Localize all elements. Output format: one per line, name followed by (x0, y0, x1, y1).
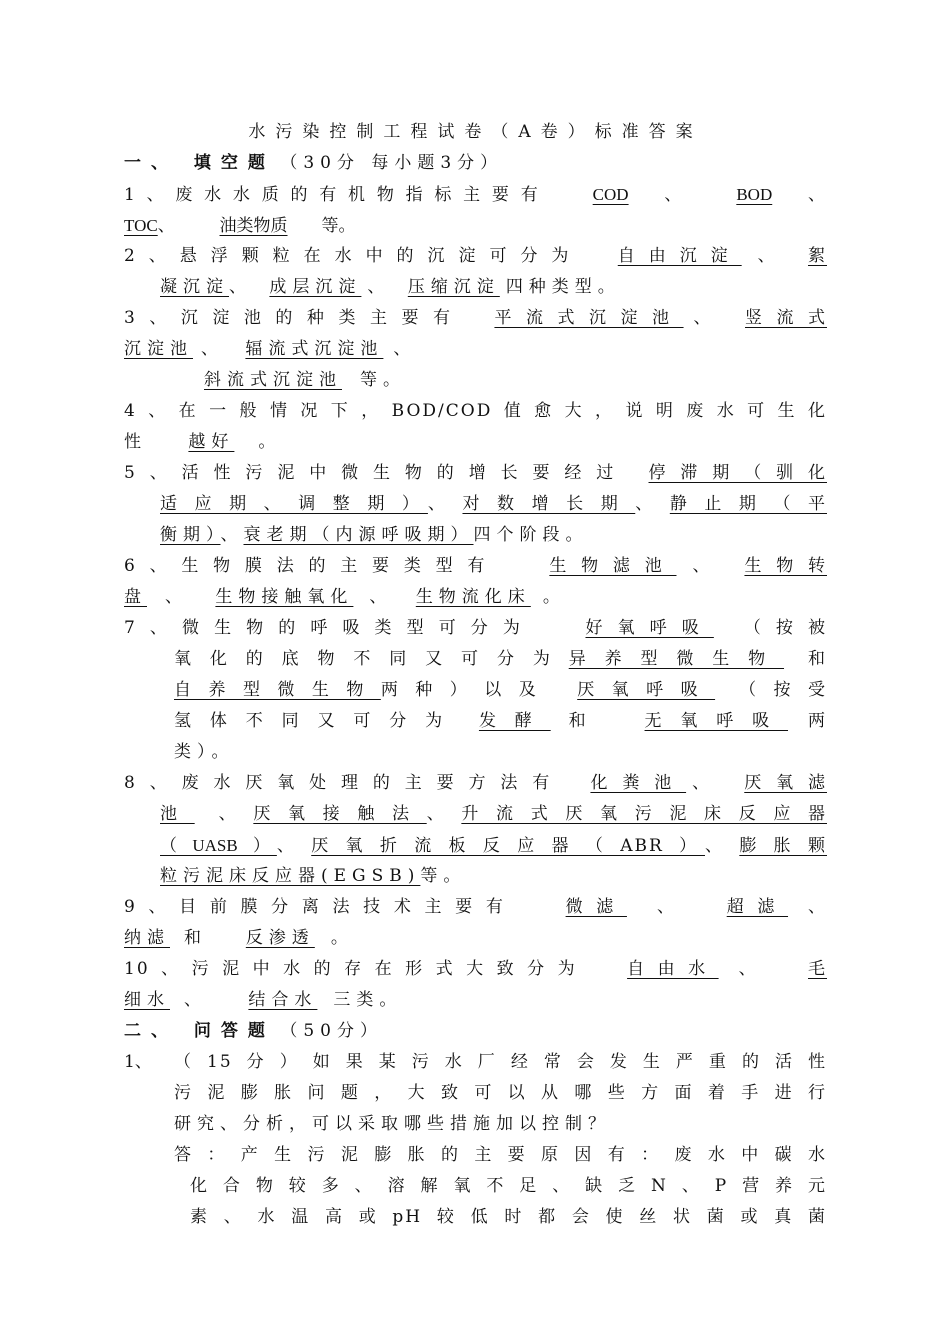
q2-answer-4: 压缩沉淀 (407, 277, 500, 297)
q7-answer-4: 厌氧呼吸 (577, 680, 716, 700)
q9-line-2: 纳滤 和 反渗透 。 (124, 928, 354, 948)
qa1-answer-line-1: 答：产生污泥膨胀的主要原因有：废水中碳水 (174, 1145, 827, 1165)
qa1-answer-line-3: 素、水温高或pH较低时都会使丝状菌或真菌 (190, 1207, 827, 1227)
qa1-question-line-3: 研究、分析，可以采取哪些措施加以控制？ (174, 1114, 611, 1134)
q3-answer-3: 辐流式沉淀池 (245, 339, 384, 359)
q5-line-2: 适应期、调整期）、对数增长期、静止期（平 (160, 494, 827, 514)
q3-answer-2b: 沉淀池 (124, 339, 193, 359)
q8-answer-6a: 膨胀颗 (739, 836, 827, 856)
q7-line-4: 氢体不同又可分为 发酵 和 无氧呼吸 两 (174, 711, 827, 731)
q1-answer-cod: COD (592, 185, 629, 204)
q3-answer-2a: 竖流式 (745, 308, 827, 328)
section-1-heading (124, 148, 827, 179)
q7-line-3: 自养型微生物两种）以及 厌氧呼吸 （按受 (174, 680, 827, 700)
q7-answer-6: 无氧呼吸 (644, 711, 789, 731)
q8-answer-1: 化粪池 (590, 773, 687, 793)
section-2-label: 二、 问答题 (124, 1021, 275, 1041)
q3-answer-4: 斜流式沉淀池 (204, 370, 342, 390)
q10-line-2: 细水 、 结合水 三类。 (124, 990, 403, 1010)
section-2-note: （50分） (280, 1021, 383, 1041)
q6-answer-2b: 盘 (124, 587, 147, 607)
q6-answer-3: 生物接触氧化 (215, 587, 354, 607)
q8-line-4: 粒污泥床反应器(EGSB)等。 (160, 866, 467, 886)
q7-answer-5: 发酵 (478, 711, 551, 731)
q5-answer-1b: 适应期、调整期） (160, 494, 428, 514)
q6-answer-4: 生物流化床 (415, 587, 531, 607)
q8-answer-6b: 粒污泥床反应器(EGSB) (160, 866, 421, 886)
q7-line-5: 类）。 (174, 742, 235, 762)
q7-answer-3: 自养型微生物 (174, 680, 381, 700)
q8-answer-4a: 升流式厌氧污泥床反应器 (461, 804, 827, 824)
q9-answer-1: 微滤 (565, 897, 627, 917)
q9-line-1: 9、目前膜分离法技术主要有 微滤 、 超滤 、 (124, 897, 827, 917)
q4-line-2: 性 越好 。 (124, 432, 282, 452)
q2-answer-3: 成层沉淀 (269, 277, 362, 297)
section-1-label: 一、 填空题 (124, 153, 275, 173)
q2-line-1: 2、悬浮颗粒在水中的沉淀可分为 自由沉淀 、 絮 (124, 246, 827, 266)
q8-answer-2b: 池 (160, 804, 195, 824)
q7-line-2: 氧化的底物不同又可分为异养型微生物 和 (174, 649, 827, 669)
q8-answer-3: 厌氧接触法 (253, 804, 427, 824)
qa1-answer-line-2: 化合物较多、溶解氧不足、缺乏N、P营养元 (190, 1176, 827, 1196)
q10-line-1: 10、污泥中水的存在形式大致分为 自由水 、 毛 (124, 959, 827, 979)
qa1-question-line-1: （15分）如果某污水厂经常会发生严重的活性 (174, 1052, 827, 1072)
q4-line-1: 4、在一般情况下，BOD/COD值愈大，说明废水可生化 (124, 401, 827, 421)
q6-answer-2a: 生物转 (744, 556, 827, 576)
q8-line-3: （UASB）、厌氧折流板反应器（ABR）、膨胀颗 (160, 836, 827, 856)
q5-answer-1a: 停滞期（驯化 (648, 463, 827, 483)
q5-answer-3a: 静止期（平 (669, 494, 827, 514)
q3-line-3: 斜流式沉淀池 等。 (174, 365, 827, 396)
q9-answer-3: 纳滤 (124, 928, 170, 948)
q5-line-3: 衡期）、衰老期（内源呼吸期）四个阶段。 (160, 525, 589, 545)
q1-line-1: 1、废水水质的有机物指标主要有 COD 、 BOD 、 (124, 185, 827, 205)
q9-answer-2: 超滤 (726, 897, 789, 917)
q10-answer-2b: 细水 (124, 990, 170, 1010)
q8-line-2: 池 、厌氧接触法、升流式厌氧污泥床反应器 (160, 804, 827, 824)
q1-answer-oil: 油类物质 (219, 216, 288, 236)
q1-answer-bod: BOD (736, 185, 773, 204)
q2-answer-2b: 凝沉淀 (160, 277, 229, 297)
q7-line-1: 7、微生物的呼吸类型可分为 好氧呼吸 （按被 (124, 618, 827, 638)
q1-answer-toc: TOC (124, 216, 158, 235)
q8-answer-2a: 厌氧滤 (744, 773, 827, 793)
q10-answer-3: 结合水 (248, 990, 318, 1010)
q2-answer-2a: 絮 (808, 246, 827, 266)
q2-line-2: 凝沉淀、 成层沉淀 、 压缩沉淀 四种类型。 (160, 277, 621, 297)
section-1-note: （30分 每小题3分） (280, 153, 504, 173)
q6-answer-1: 生物滤池 (549, 556, 677, 576)
qa1-line-1: 1、 (124, 1052, 152, 1072)
q8-answer-5: 厌氧折流板反应器（ABR） (311, 836, 705, 856)
q3-line-2: 沉淀池 、 辐流式沉淀池 、 (124, 339, 417, 359)
q5-answer-4: 衰老期（内源呼吸期） (243, 525, 474, 545)
q1-text: 废水水质的有机物指标主要有 (175, 185, 550, 205)
q3-answer-1: 平流式沉淀池 (494, 308, 684, 328)
q9-answer-4: 反渗透 (245, 928, 315, 948)
section-2-heading (124, 1016, 827, 1047)
q1-line-2: TOC、 油类物质 等。 (124, 216, 356, 236)
q4-answer: 越好 (188, 432, 235, 452)
q5-answer-3b: 衡期） (160, 525, 221, 545)
q3-line-1: 3、沉淀池的种类主要有 平流式沉淀池 、 竖流式 (124, 308, 827, 328)
q7-answer-1: 好氧呼吸 (585, 618, 714, 638)
q5-answer-2: 对数增长期 (462, 494, 636, 514)
q6-line-2: 盘 、 生物接触氧化 、 生物流化床 。 (124, 587, 566, 607)
q7-answer-2: 异养型微生物 (568, 649, 785, 669)
q10-answer-1: 自由水 (627, 959, 719, 979)
q6-line-1: 6、生物膜法的主要类型有 生物滤池 、 生物转 (124, 556, 827, 576)
qa1-question-line-2: 污泥膨胀问题，大致可以从哪些方面着手进行 (174, 1083, 827, 1103)
q5-line-1: 5、活性污泥中微生物的增长要经过 停滞期（驯化 (124, 463, 827, 483)
q8-line-1: 8、废水厌氧处理的主要方法有 化粪池 、 厌氧滤 (124, 773, 827, 793)
page-title: 水污染控制工程试卷（A卷）标准答案 (248, 122, 703, 142)
q2-answer-1: 自由沉淀 (617, 246, 742, 266)
q10-answer-2a: 毛 (808, 959, 827, 979)
q8-answer-4b: （UASB） (160, 836, 277, 855)
